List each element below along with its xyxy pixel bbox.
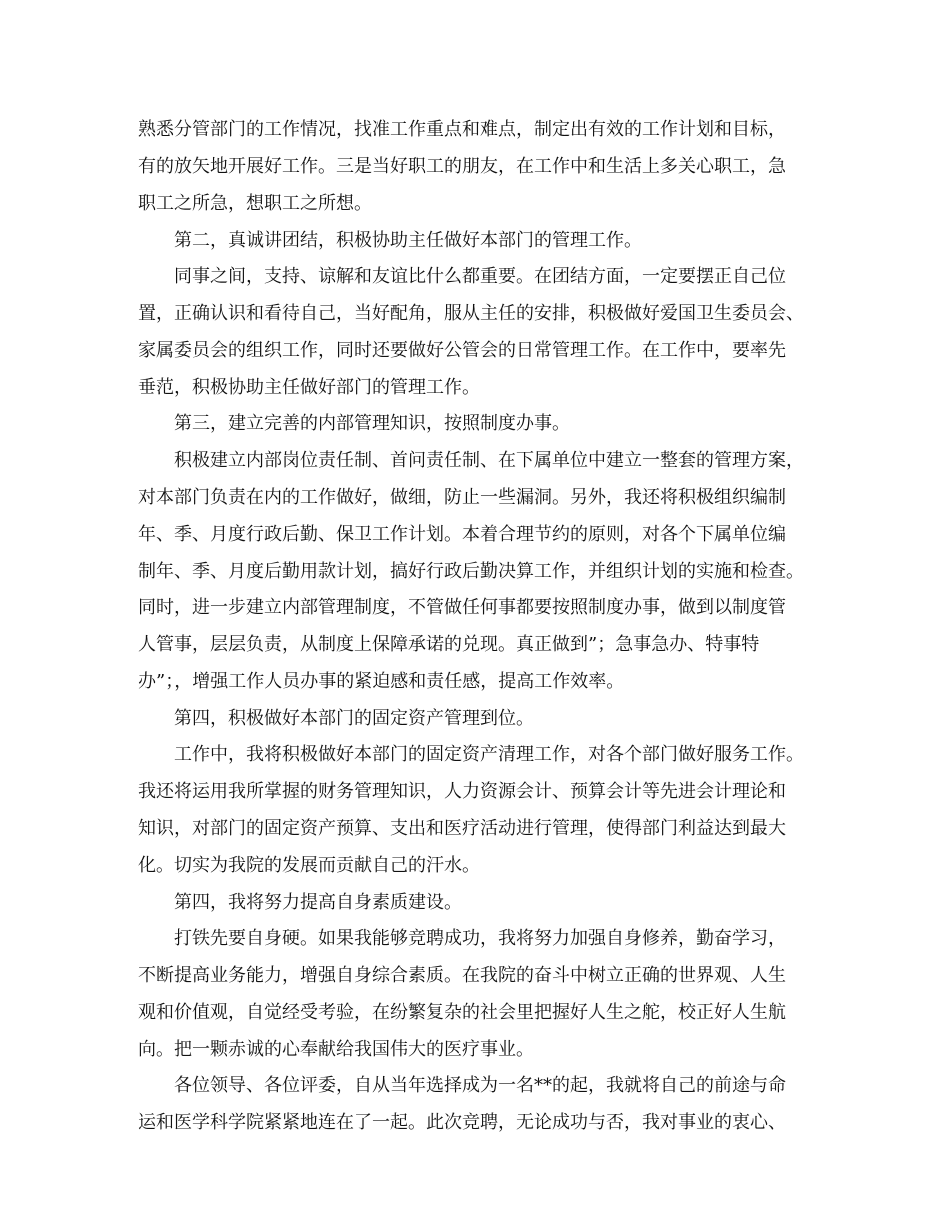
text-line: 同时，进一步建立内部管理制度，不管做任何事都要按照制度办事，做到以制度管 xyxy=(138,597,786,618)
text-line: 不断提高业务能力，增强自身综合素质。在我院的奋斗中树立正确的世界观、人生 xyxy=(138,965,786,986)
text-line: 各位领导、各位评委，自从当年选择成为一名**的起，我就将自己的前途与命 xyxy=(174,1075,786,1096)
section-heading: 第四，我将努力提高自身素质建设。 xyxy=(174,892,462,913)
text-line: 积极建立内部岗位责任制、首问责任制、在下属单位中建立一整套的管理方案， xyxy=(174,450,804,471)
section-heading: 第四，积极做好本部门的固定资产管理到位。 xyxy=(174,708,534,729)
text-line: 办”；，增强工作人员办事的紧迫感和责任感，提高工作效率。 xyxy=(138,671,625,692)
text-line: 观和价值观，自觉经受考验，在纷繁复杂的社会里把握好人生之舵，校正好人生航 xyxy=(138,1002,786,1023)
text-line: 打铁先要自身硬。如果我能够竞聘成功，我将努力加强自身修养，勤奋学习， xyxy=(174,928,786,949)
text-line: 我还将运用我所掌握的财务管理知识，人力资源会计、预算会计等先进会计理论和 xyxy=(138,781,786,802)
text-line: 熟悉分管部门的工作情况，找准工作重点和难点，制定出有效的工作计划和目标， xyxy=(138,119,786,140)
text-line: 垂范，积极协助主任做好部门的管理工作。 xyxy=(138,377,480,398)
text-line: 制年、季、月度后勤用款计划，搞好行政后勤决算工作，并组织计划的实施和检查。 xyxy=(138,561,804,582)
section-heading: 第二，真诚讲团结，积极协助主任做好本部门的管理工作。 xyxy=(174,230,642,251)
text-line: 同事之间，支持、谅解和友谊比什么都重要。在团结方面，一定要摆正自己位 xyxy=(174,266,786,287)
text-line: 向。把一颗赤诚的心奉献给我国伟大的医疗事业。 xyxy=(138,1039,534,1060)
text-line: 化。切实为我院的发展而贡献自己的汗水。 xyxy=(138,855,480,876)
text-line: 人管事，层层负责，从制度上保障承诺的兑现。真正做到”；急事急办、特事特 xyxy=(138,634,760,655)
section-heading: 第三，建立完善的内部管理知识，按照制度办事。 xyxy=(174,413,570,434)
text-line: 职工之所急，想职工之所想。 xyxy=(138,193,372,214)
text-line: 工作中，我将积极做好本部门的固定资产清理工作，对各个部门做好服务工作。 xyxy=(174,744,804,765)
text-line: 家属委员会的组织工作，同时还要做好公管会的日常管理工作。在工作中，要率先 xyxy=(138,340,786,361)
text-line: 置，正确认识和看待自己，当好配角，服从主任的安排，积极做好爱国卫生委员会、 xyxy=(138,303,804,324)
text-line: 知识，对部门的固定资产预算、支出和医疗活动进行管理，使得部门利益达到最大 xyxy=(138,818,786,839)
text-line: 年、季、月度行政后勤、保卫工作计划。本着合理节约的原则，对各个下属单位编 xyxy=(138,524,786,545)
text-line: 对本部门负责在内的工作做好，做细，防止一些漏洞。另外，我还将积极组织编制 xyxy=(138,487,786,508)
text-line: 运和医学科学院紧紧地连在了一起。此次竞聘，无论成功与否，我对事业的衷心、 xyxy=(138,1112,786,1133)
text-line: 有的放矢地开展好工作。三是当好职工的朋友，在工作中和生活上多关心职工，急 xyxy=(138,156,786,177)
